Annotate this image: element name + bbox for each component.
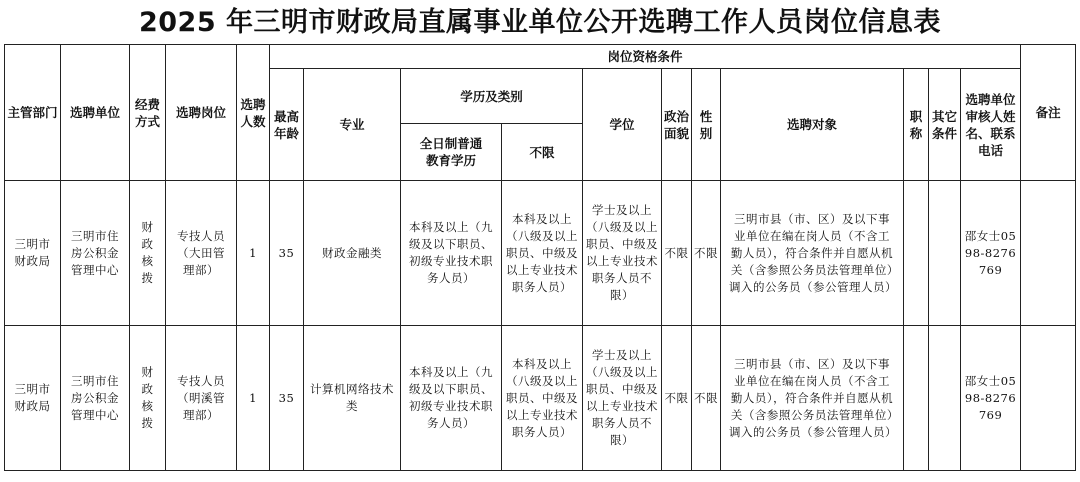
- cell-unit: 三明市住房公积金管理中心: [61, 181, 130, 326]
- header-title-rank: 职称: [904, 69, 929, 181]
- cell-target: 三明市县（市、区）及以下事业单位在编在岗人员（不含工勤人员），符合条件并自愿从机关（含参照公务员法管理单位）调入的公务员（参公管理人员）: [721, 181, 904, 326]
- cell-fulltime: 本科及以上（九级及以下职员、初级专业技术职务人员）: [401, 181, 502, 326]
- cell-max-age: 35: [270, 181, 304, 326]
- cell-title-rank: [904, 326, 929, 471]
- header-reviewer: 选聘单位审核人姓名、联系电话: [961, 69, 1021, 181]
- header-fulltime: 全日制普通教育学历: [401, 124, 502, 181]
- cell-count: 1: [237, 181, 270, 326]
- cell-remarks: [1021, 181, 1076, 326]
- header-target: 选聘对象: [721, 69, 904, 181]
- cell-other: [929, 181, 961, 326]
- position-info-table: [4, 44, 1076, 471]
- header-dept: 主管部门: [5, 45, 61, 181]
- cell-major: 财政金融类: [304, 181, 401, 326]
- cell-political: 不限: [662, 181, 692, 326]
- cell-major: 计算机网络技术类: [304, 326, 401, 471]
- cell-max-age: 35: [270, 326, 304, 471]
- cell-unlimited: 本科及以上（八级及以上职员、中级及以上专业技术职务人员）: [502, 181, 583, 326]
- cell-gender: 不限: [692, 326, 721, 471]
- cell-target: 三明市县（市、区）及以下事业单位在编在岗人员（不含工勤人员），符合条件并自愿从机关（含参照公务员法管理单位）调入的公务员（参公管理人员）: [721, 326, 904, 471]
- cell-count: 1: [237, 326, 270, 471]
- cell-reviewer: 邵女士0598-8276769: [961, 181, 1021, 326]
- header-position: 选聘岗位: [166, 45, 237, 181]
- cell-unlimited: 本科及以上（八级及以上职员、中级及以上专业技术职务人员）: [502, 326, 583, 471]
- cell-funding: 财政核拨: [130, 326, 166, 471]
- header-unlimited: 不限: [502, 124, 583, 181]
- header-qualifications: 岗位资格条件: [270, 45, 1021, 69]
- cell-degree: 学士及以上（八级及以上职员、中级及以上专业技术职务人员不限）: [583, 326, 662, 471]
- cell-gender: 不限: [692, 181, 721, 326]
- cell-other: [929, 326, 961, 471]
- cell-dept: 三明市财政局: [5, 326, 61, 471]
- cell-position: 专技人员（明溪管理部）: [166, 326, 237, 471]
- header-unit: 选聘单位: [61, 45, 130, 181]
- header-other: 其它条件: [929, 69, 961, 181]
- header-political: 政治面貌: [662, 69, 692, 181]
- cell-degree: 学士及以上（八级及以上职员、中级及以上专业技术职务人员不限）: [583, 181, 662, 326]
- header-major: 专业: [304, 69, 401, 181]
- header-max-age: 最高年龄: [270, 69, 304, 181]
- cell-reviewer: 邵女士0598-8276769: [961, 326, 1021, 471]
- header-funding: 经费方式: [130, 45, 166, 181]
- header-gender: 性别: [692, 69, 721, 181]
- cell-position: 专技人员（大田管理部）: [166, 181, 237, 326]
- cell-political: 不限: [662, 326, 692, 471]
- header-row-1: [5, 45, 1076, 69]
- header-count: 选聘人数: [237, 45, 270, 181]
- cell-fulltime: 本科及以上（九级及以下职员、初级专业技术职务人员）: [401, 326, 502, 471]
- header-education-group: 学历及类别: [401, 69, 583, 124]
- cell-remarks: [1021, 326, 1076, 471]
- cell-dept: 三明市财政局: [5, 181, 61, 326]
- header-degree: 学位: [583, 69, 662, 181]
- table-row: [5, 181, 1076, 326]
- header-remarks: 备注: [1021, 45, 1076, 181]
- cell-unit: 三明市住房公积金管理中心: [61, 326, 130, 471]
- table-row: [5, 326, 1076, 471]
- cell-title-rank: [904, 181, 929, 326]
- page-title: 2025 年三明市财政局直属事业单位公开选聘工作人员岗位信息表: [138, 7, 942, 38]
- cell-funding: 财政核拨: [130, 181, 166, 326]
